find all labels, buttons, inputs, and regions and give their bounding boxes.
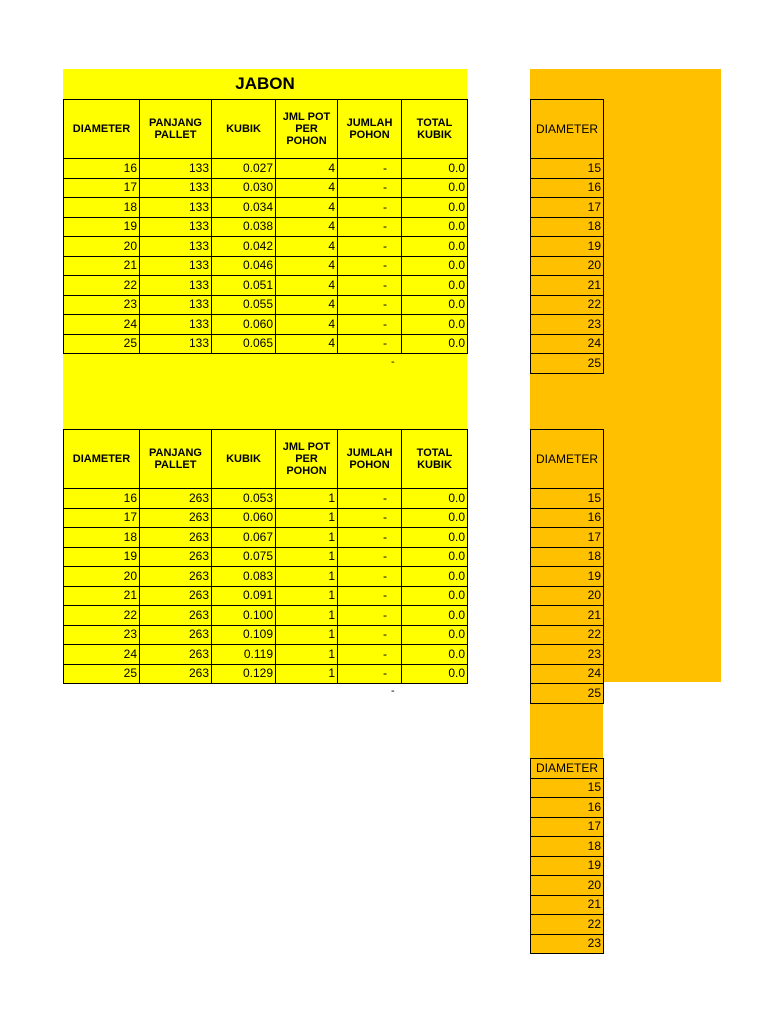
cell-diameter[interactable]: 19: [531, 567, 604, 587]
cell-panjang-pallet[interactable]: 263: [140, 508, 212, 528]
cell-jumlah-pohon[interactable]: -: [338, 586, 402, 606]
cell-panjang-pallet[interactable]: 263: [140, 586, 212, 606]
jabon-table-2: [63, 429, 468, 684]
cell-kubik[interactable]: 0.027: [212, 159, 276, 179]
table-row: [64, 295, 468, 315]
cell-panjang-pallet[interactable]: 263: [140, 547, 212, 567]
col-header-kubik: KUBIK: [212, 100, 276, 159]
table-row: [531, 856, 604, 876]
table-row: [531, 528, 604, 548]
cell-total-kubik[interactable]: 0.0: [402, 315, 468, 335]
cell-kubik[interactable]: 0.109: [212, 625, 276, 645]
col-header-jumlah-pohon: JUMLAH POHON: [338, 430, 402, 489]
cell-panjang-pallet[interactable]: 133: [140, 217, 212, 237]
diameter-side-table-3: [530, 758, 604, 954]
col-header-panjang-pallet: PANJANG PALLET: [140, 100, 212, 159]
cell-diameter[interactable]: 21: [531, 606, 604, 626]
cell-total-kubik[interactable]: 0.0: [402, 547, 468, 567]
cell-total-kubik[interactable]: 0.0: [402, 256, 468, 276]
cell-diameter[interactable]: 20: [64, 237, 140, 257]
table-row: [64, 547, 468, 567]
cell-total-kubik[interactable]: 0.0: [402, 178, 468, 198]
cell-diameter[interactable]: 18: [531, 547, 604, 567]
table-row: [531, 895, 604, 915]
cell-diameter[interactable]: 15: [531, 159, 604, 179]
table-row: [64, 508, 468, 528]
cell-diameter[interactable]: 23: [531, 645, 604, 665]
cell-kubik[interactable]: 0.042: [212, 237, 276, 257]
col-header-diameter: DIAMETER: [64, 430, 140, 489]
table-row: [531, 508, 604, 528]
cell-diameter[interactable]: 21: [64, 586, 140, 606]
cell-diameter[interactable]: 25: [64, 334, 140, 354]
cell-total-kubik[interactable]: 0.0: [402, 586, 468, 606]
cell-diameter[interactable]: 23: [64, 625, 140, 645]
col-header-jumlah-pohon: JUMLAH POHON: [338, 100, 402, 159]
cell-panjang-pallet[interactable]: 263: [140, 567, 212, 587]
table-header-row: [64, 100, 468, 159]
cell-panjang-pallet[interactable]: 133: [140, 334, 212, 354]
table-row: [531, 915, 604, 935]
table-row: [531, 876, 604, 896]
cell-diameter[interactable]: 20: [531, 586, 604, 606]
cell-panjang-pallet[interactable]: 263: [140, 606, 212, 626]
table-row: [531, 645, 604, 665]
table-row: [531, 217, 604, 237]
cell-total-kubik[interactable]: 0.0: [402, 528, 468, 548]
cell-total-kubik[interactable]: 0.0: [402, 606, 468, 626]
col-header-jml-pot-per-pohon: JML POT PER POHON: [276, 430, 338, 489]
col-header-total-kubik: TOTAL KUBIK: [402, 430, 468, 489]
cell-diameter[interactable]: 23: [64, 295, 140, 315]
table-row: [531, 256, 604, 276]
cell-diameter[interactable]: 23: [531, 934, 604, 954]
cell-jml-pot-per-pohon[interactable]: 4: [276, 295, 338, 315]
cell-diameter[interactable]: 22: [64, 606, 140, 626]
cell-panjang-pallet[interactable]: 133: [140, 256, 212, 276]
cell-jml-pot-per-pohon[interactable]: 4: [276, 178, 338, 198]
cell-jml-pot-per-pohon[interactable]: 1: [276, 489, 338, 509]
cell-total-kubik[interactable]: 0.0: [402, 567, 468, 587]
sheet-title: JABON: [235, 74, 295, 93]
cell-diameter[interactable]: 16: [531, 798, 604, 818]
cell-jml-pot-per-pohon[interactable]: 4: [276, 334, 338, 354]
side-header-diameter: DIAMETER: [531, 100, 604, 159]
cell-jml-pot-per-pohon[interactable]: 1: [276, 664, 338, 684]
cell-diameter[interactable]: 15: [531, 778, 604, 798]
cell-diameter[interactable]: 17: [64, 178, 140, 198]
cell-panjang-pallet[interactable]: 133: [140, 237, 212, 257]
cell-diameter[interactable]: 17: [531, 817, 604, 837]
side-header-diameter: DIAMETER: [531, 759, 604, 779]
cell-diameter[interactable]: 19: [531, 856, 604, 876]
cell-diameter[interactable]: 22: [531, 625, 604, 645]
cell-jml-pot-per-pohon[interactable]: 4: [276, 159, 338, 179]
col-header-jml-pot-per-pohon: JML POT PER POHON: [276, 100, 338, 159]
table-row: [531, 547, 604, 567]
col-header-total-kubik: TOTAL KUBIK: [402, 100, 468, 159]
table-row: [531, 276, 604, 296]
cell-diameter[interactable]: 18: [531, 217, 604, 237]
cell-diameter[interactable]: 24: [531, 334, 604, 354]
cell-jumlah-pohon[interactable]: -: [338, 198, 402, 218]
cell-diameter[interactable]: 18: [64, 198, 140, 218]
cell-diameter[interactable]: 25: [531, 354, 604, 374]
cell-kubik[interactable]: 0.034: [212, 198, 276, 218]
cell-jumlah-pohon[interactable]: -: [338, 295, 402, 315]
cell-jml-pot-per-pohon[interactable]: 1: [276, 586, 338, 606]
cell-diameter[interactable]: 19: [64, 547, 140, 567]
cell-kubik[interactable]: 0.119: [212, 645, 276, 665]
cell-jml-pot-per-pohon[interactable]: 4: [276, 276, 338, 296]
table-row: [531, 178, 604, 198]
cell-panjang-pallet[interactable]: 263: [140, 625, 212, 645]
table-row: [531, 934, 604, 954]
table-row: [64, 664, 468, 684]
cell-diameter[interactable]: 24: [64, 315, 140, 335]
cell-panjang-pallet[interactable]: 133: [140, 315, 212, 335]
cell-panjang-pallet[interactable]: 133: [140, 295, 212, 315]
cell-kubik[interactable]: 0.038: [212, 217, 276, 237]
cell-diameter[interactable]: 15: [531, 489, 604, 509]
table-header-row: [64, 430, 468, 489]
cell-jumlah-pohon[interactable]: -: [338, 625, 402, 645]
cell-jumlah-pohon[interactable]: -: [338, 489, 402, 509]
cell-kubik[interactable]: 0.060: [212, 508, 276, 528]
table-row: [64, 528, 468, 548]
cell-diameter[interactable]: 16: [64, 489, 140, 509]
cell-diameter[interactable]: 19: [64, 217, 140, 237]
cell-panjang-pallet[interactable]: 263: [140, 645, 212, 665]
cell-jumlah-pohon[interactable]: -: [338, 606, 402, 626]
cell-jumlah-pohon[interactable]: -: [338, 237, 402, 257]
cell-total-kubik[interactable]: 0.0: [402, 489, 468, 509]
cell-diameter[interactable]: 16: [531, 508, 604, 528]
table-row: [64, 606, 468, 626]
cell-total-kubik[interactable]: 0.0: [402, 159, 468, 179]
col-header-diameter: DIAMETER: [64, 100, 140, 159]
table-row: [64, 217, 468, 237]
table-row: [531, 334, 604, 354]
cell-jml-pot-per-pohon[interactable]: 1: [276, 547, 338, 567]
col-header-panjang-pallet: PANJANG PALLET: [140, 430, 212, 489]
cell-jml-pot-per-pohon[interactable]: 4: [276, 217, 338, 237]
table-row: [64, 237, 468, 257]
table-row: [531, 315, 604, 335]
table-row: [531, 817, 604, 837]
table-row: [531, 625, 604, 645]
cell-diameter[interactable]: 20: [531, 256, 604, 276]
cell-panjang-pallet[interactable]: 263: [140, 528, 212, 548]
cell-kubik[interactable]: 0.083: [212, 567, 276, 587]
table-row: [531, 159, 604, 179]
table-row: [531, 237, 604, 257]
cell-jumlah-pohon[interactable]: -: [338, 334, 402, 354]
cell-diameter[interactable]: 16: [64, 159, 140, 179]
cell-diameter[interactable]: 17: [64, 508, 140, 528]
cell-kubik[interactable]: 0.046: [212, 256, 276, 276]
cell-jumlah-pohon[interactable]: -: [338, 508, 402, 528]
cell-total-kubik[interactable]: 0.0: [402, 237, 468, 257]
cell-jml-pot-per-pohon[interactable]: 1: [276, 606, 338, 626]
cell-kubik[interactable]: 0.051: [212, 276, 276, 296]
cell-total-kubik[interactable]: 0.0: [402, 217, 468, 237]
jabon-table-1: [63, 99, 468, 354]
cell-jml-pot-per-pohon[interactable]: 1: [276, 625, 338, 645]
table-row: [531, 837, 604, 857]
cell-jml-pot-per-pohon[interactable]: 4: [276, 315, 338, 335]
cell-diameter[interactable]: 21: [64, 256, 140, 276]
cell-jml-pot-per-pohon[interactable]: 1: [276, 567, 338, 587]
table-row: [64, 567, 468, 587]
cell-jumlah-pohon[interactable]: -: [338, 567, 402, 587]
table-row: [64, 276, 468, 296]
cell-kubik[interactable]: 0.060: [212, 315, 276, 335]
cell-jumlah-pohon[interactable]: -: [338, 217, 402, 237]
cell-diameter[interactable]: 17: [531, 528, 604, 548]
cell-kubik[interactable]: 0.100: [212, 606, 276, 626]
cell-panjang-pallet[interactable]: 133: [140, 159, 212, 179]
diameter-side-table-2: [530, 429, 604, 704]
cell-total-kubik[interactable]: 0.0: [402, 334, 468, 354]
cell-jumlah-pohon[interactable]: -: [338, 547, 402, 567]
cell-total-kubik[interactable]: 0.0: [402, 645, 468, 665]
table-row: [531, 295, 604, 315]
table-row: [531, 664, 604, 684]
table-row: [531, 586, 604, 606]
cell-kubik[interactable]: 0.075: [212, 547, 276, 567]
cell-diameter[interactable]: 20: [64, 567, 140, 587]
cell-diameter[interactable]: 24: [64, 645, 140, 665]
cell-diameter[interactable]: 20: [531, 876, 604, 896]
cell-total-kubik[interactable]: 0.0: [402, 625, 468, 645]
table-row: [64, 256, 468, 276]
cell-total-kubik[interactable]: 0.0: [402, 664, 468, 684]
table-row: [531, 198, 604, 218]
table-row: [531, 489, 604, 509]
cell-kubik[interactable]: 0.065: [212, 334, 276, 354]
cell-diameter[interactable]: 22: [531, 915, 604, 935]
cell-kubik[interactable]: 0.055: [212, 295, 276, 315]
diameter-side-table-1: [530, 99, 604, 374]
table-row: [64, 645, 468, 665]
cell-panjang-pallet[interactable]: 133: [140, 198, 212, 218]
cell-diameter[interactable]: 18: [64, 528, 140, 548]
table-row: [531, 684, 604, 704]
cell-total-kubik[interactable]: 0.0: [402, 508, 468, 528]
table-row: [531, 798, 604, 818]
table-row: [531, 606, 604, 626]
cell-kubik[interactable]: 0.030: [212, 178, 276, 198]
cell-diameter[interactable]: 25: [531, 684, 604, 704]
table-row: [64, 178, 468, 198]
cell-diameter[interactable]: 24: [531, 664, 604, 684]
cell-total-kubik[interactable]: 0.0: [402, 276, 468, 296]
cell-diameter[interactable]: 25: [64, 664, 140, 684]
cell-jml-pot-per-pohon[interactable]: 1: [276, 645, 338, 665]
table1-jumlah-total: -: [391, 356, 395, 368]
table-row: [531, 354, 604, 374]
cell-diameter[interactable]: 19: [531, 237, 604, 257]
cell-diameter[interactable]: 17: [531, 198, 604, 218]
cell-total-kubik[interactable]: 0.0: [402, 198, 468, 218]
cell-diameter[interactable]: 16: [531, 178, 604, 198]
table-row: [64, 489, 468, 509]
cell-jumlah-pohon[interactable]: -: [338, 178, 402, 198]
table-row: [64, 315, 468, 335]
cell-panjang-pallet[interactable]: 263: [140, 664, 212, 684]
cell-jml-pot-per-pohon[interactable]: 1: [276, 528, 338, 548]
cell-jumlah-pohon[interactable]: -: [338, 256, 402, 276]
cell-jml-pot-per-pohon[interactable]: 4: [276, 198, 338, 218]
cell-jumlah-pohon[interactable]: -: [338, 528, 402, 548]
cell-kubik[interactable]: 0.053: [212, 489, 276, 509]
table2-jumlah-total: -: [391, 685, 395, 697]
cell-diameter[interactable]: 21: [531, 895, 604, 915]
cell-kubik[interactable]: 0.067: [212, 528, 276, 548]
cell-total-kubik[interactable]: 0.0: [402, 295, 468, 315]
cell-kubik[interactable]: 0.091: [212, 586, 276, 606]
cell-diameter[interactable]: 23: [531, 315, 604, 335]
table-row: [64, 625, 468, 645]
cell-jumlah-pohon[interactable]: -: [338, 645, 402, 665]
cell-diameter[interactable]: 18: [531, 837, 604, 857]
table-row: [64, 198, 468, 218]
table-row: [531, 778, 604, 798]
cell-diameter[interactable]: 22: [531, 295, 604, 315]
cell-jml-pot-per-pohon[interactable]: 4: [276, 256, 338, 276]
side-header-diameter: DIAMETER: [531, 430, 604, 489]
cell-diameter[interactable]: 22: [64, 276, 140, 296]
cell-jumlah-pohon[interactable]: -: [338, 159, 402, 179]
cell-jml-pot-per-pohon[interactable]: 4: [276, 237, 338, 257]
cell-jumlah-pohon[interactable]: -: [338, 315, 402, 335]
orange-gap-fill: [530, 700, 603, 758]
cell-jml-pot-per-pohon[interactable]: 1: [276, 508, 338, 528]
cell-panjang-pallet[interactable]: 133: [140, 178, 212, 198]
table-row: [64, 159, 468, 179]
table-row: [64, 334, 468, 354]
cell-diameter[interactable]: 21: [531, 276, 604, 296]
cell-panjang-pallet[interactable]: 133: [140, 276, 212, 296]
cell-kubik[interactable]: 0.129: [212, 664, 276, 684]
table-row: [64, 586, 468, 606]
table-row: [531, 567, 604, 587]
cell-panjang-pallet[interactable]: 263: [140, 489, 212, 509]
col-header-kubik: KUBIK: [212, 430, 276, 489]
cell-jumlah-pohon[interactable]: -: [338, 276, 402, 296]
cell-jumlah-pohon[interactable]: -: [338, 664, 402, 684]
